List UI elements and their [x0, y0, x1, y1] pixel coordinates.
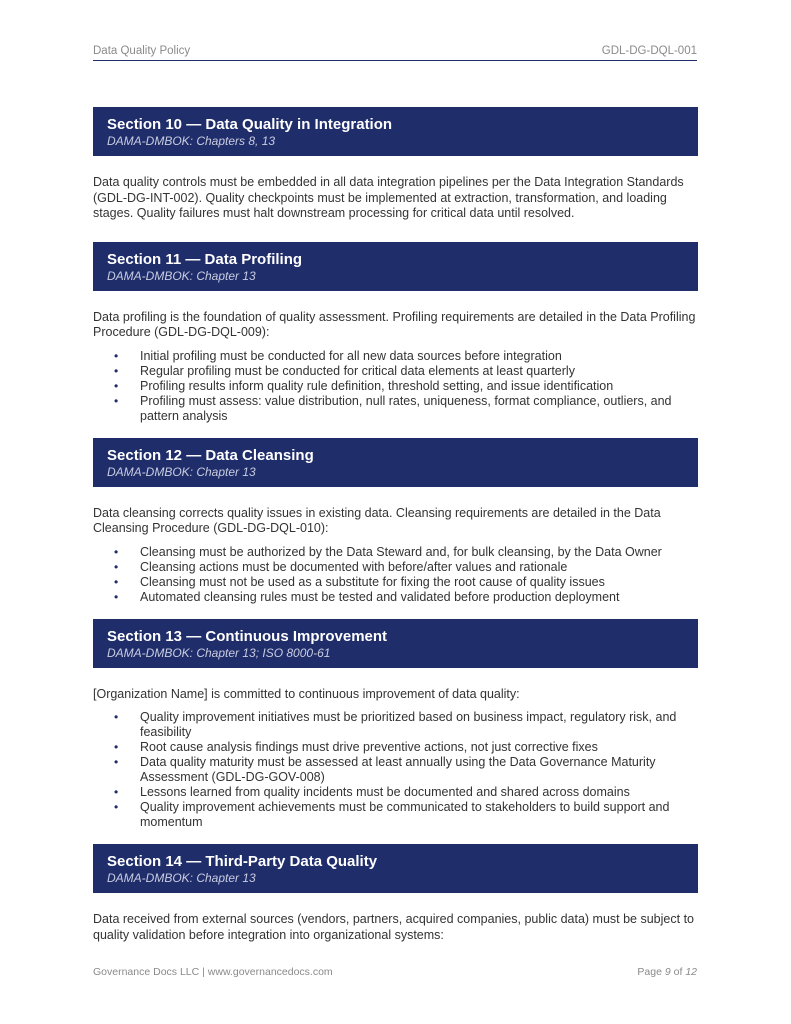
page-content	[93, 107, 698, 943]
bullet-list	[93, 710, 698, 830]
section-reference: DAMA-DMBOK: Chapter 13	[107, 871, 256, 885]
list-item: • Automated cleansing rules must be tested and validated before production deployment	[114, 589, 620, 604]
bullet-icon: •	[114, 363, 119, 378]
section-paragraph: Data quality controls must be embedded in all data integration pipelines per the Data Integration Standards (GDL-DG-INT-002). Quality checkpoints must be implemented at extraction, transformation, and loading stages. Quality failures must halt downstream processing for critical data until resolved.	[93, 175, 684, 220]
bullet-icon: •	[114, 574, 119, 589]
bullet-icon: •	[114, 785, 119, 799]
header-doc-id: GDL-DG-DQL-001	[601, 45, 697, 57]
section-header	[93, 107, 698, 156]
page-header	[93, 45, 697, 61]
section-reference: DAMA-DMBOK: Chapter 13	[107, 268, 256, 283]
bullet-list	[93, 349, 698, 424]
bullet-icon: •	[114, 740, 119, 754]
list-item: • Cleansing must be authorized by the Data Steward and, for bulk cleansing, by the Data Owner	[114, 544, 662, 559]
list-item: • Profiling results inform quality rule definition, threshold setting, and issue identification	[114, 378, 614, 393]
list-item: • Regular profiling must be conducted for critical data elements at least quarterly	[114, 363, 575, 378]
list-item: • Quality improvement initiatives must be prioritized based on business impact, regulatory risk, and feasibility	[114, 710, 677, 739]
page-current: 9	[664, 966, 671, 978]
list-item: • Initial profiling must be conducted for all new data sources before integration	[114, 348, 562, 363]
section-title: Section 14 — Third-Party Data Quality	[107, 853, 378, 870]
footer-company: Governance Docs LLC | www.governancedocs.com	[93, 966, 333, 978]
bullet-list	[93, 545, 698, 605]
section-header	[93, 619, 698, 668]
list-item: • Data quality maturity must be assessed at least annually using the Data Governance Maturity Assessment (GDL-DG-GOV-008)	[114, 755, 656, 784]
list-item: • Cleansing must not be used as a substitute for fixing the root cause of quality issues	[114, 574, 605, 589]
bullet-icon: •	[114, 559, 119, 574]
section-reference: DAMA-DMBOK: Chapters 8, 13	[107, 134, 276, 148]
section-paragraph: [Organization Name] is committed to continuous improvement of data quality:	[93, 686, 520, 701]
list-item: • Cleansing actions must be documented with before/after values and rationale	[114, 559, 568, 574]
header-doc-title: Data Quality Policy	[93, 45, 191, 57]
bullet-icon: •	[114, 348, 119, 363]
list-item: • Root cause analysis findings must drive preventive actions, not just corrective fixes	[114, 740, 598, 754]
section-title: Section 11 — Data Profiling	[107, 250, 303, 268]
bullet-icon: •	[114, 589, 119, 604]
bullet-icon: •	[114, 800, 119, 814]
section-title: Section 10 — Data Quality in Integration	[107, 116, 393, 133]
bullet-icon: •	[114, 710, 119, 724]
section-paragraph: Data profiling is the foundation of quality assessment. Profiling requirements are detailed in the Data Profiling Procedure (GDL-DG-DQL-009):	[93, 309, 696, 339]
section-title: Section 13 — Continuous Improvement	[107, 627, 388, 645]
bullet-icon: •	[114, 393, 119, 408]
section-paragraph: Data received from external sources (vendors, partners, acquired companies, public data) must be subject to quality validation before integration into organizational systems:	[93, 912, 694, 942]
list-item: • Lessons learned from quality incidents must be documented and shared across domains	[114, 785, 630, 799]
section-paragraph: Data cleansing corrects quality issues in existing data. Cleansing requirements are detailed in the Data Cleansing Procedure (GDL-DG-DQL-010):	[93, 505, 661, 535]
section-header	[93, 844, 698, 893]
page-total: 12	[685, 966, 697, 978]
bullet-icon: •	[114, 378, 119, 393]
page-number: Page 9 of 12	[637, 966, 697, 978]
bullet-icon: •	[114, 544, 119, 559]
section-title: Section 12 — Data Cleansing	[107, 446, 314, 464]
list-item: • Profiling must assess: value distribution, null rates, uniqueness, format compliance, outliers, and pattern analysis	[114, 393, 672, 423]
section-reference: DAMA-DMBOK: Chapter 13	[107, 464, 256, 479]
list-item: • Quality improvement achievements must be communicated to stakeholders to build support and momentum	[114, 800, 670, 829]
page-footer	[93, 966, 697, 978]
section-reference: DAMA-DMBOK: Chapter 13; ISO 8000-61	[107, 645, 331, 660]
section-header	[93, 242, 698, 291]
section-header	[93, 438, 698, 487]
bullet-icon: •	[114, 755, 119, 769]
